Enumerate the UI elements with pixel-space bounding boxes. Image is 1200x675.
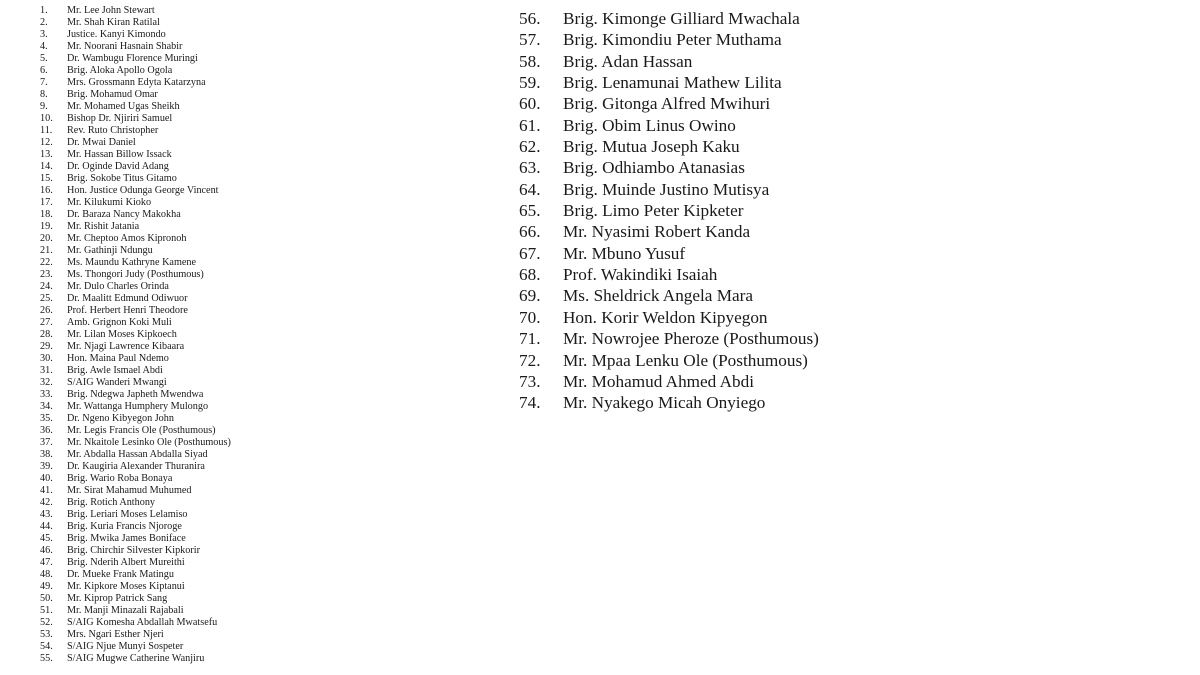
list-item (40, 77, 480, 89)
list-item (519, 72, 1179, 93)
item-name: Mr. Abdalla Hassan Abdalla Siyad (67, 449, 208, 460)
item-number: 49. (40, 581, 53, 592)
left-name-list (40, 5, 480, 665)
item-name: Mr. Nyakego Micah Onyiego (563, 393, 766, 413)
item-name: Prof. Wakindiki Isaiah (563, 265, 718, 285)
item-name: Mr. Manji Minazali Rajabali (67, 605, 184, 616)
item-number: 63. (519, 158, 541, 178)
list-item (519, 243, 1179, 264)
list-item (519, 371, 1179, 392)
item-name: Brig. Mohamud Omar (67, 89, 158, 100)
list-item (40, 401, 480, 413)
list-item (40, 437, 480, 449)
list-item (40, 365, 480, 377)
item-number: 47. (40, 557, 53, 568)
item-number: 22. (40, 257, 53, 268)
item-number: 36. (40, 425, 53, 436)
item-number: 51. (40, 605, 53, 616)
list-item (40, 29, 480, 41)
item-name: Ms. Maundu Kathryne Kamene (67, 257, 197, 268)
item-name: Dr. Mwai Daniel (67, 137, 136, 148)
item-number: 38. (40, 449, 53, 460)
item-number: 60. (519, 94, 541, 114)
list-item (40, 101, 480, 113)
item-number: 57. (519, 30, 541, 50)
item-name: Brig. Gitonga Alfred Mwihuri (563, 94, 771, 114)
item-name: Brig. Mutua Joseph Kaku (563, 137, 740, 157)
item-number: 52. (40, 617, 53, 628)
list-item (40, 593, 480, 605)
list-item (519, 328, 1179, 349)
item-number: 42. (40, 497, 53, 508)
item-name: Mr. Kipkore Moses Kiptanui (67, 581, 185, 592)
item-name: Mrs. Grossmann Edyta Katarzyna (67, 77, 206, 88)
item-name: Mr. Mohamed Ugas Sheikh (67, 101, 180, 112)
item-name: Mr. Kiprop Patrick Sang (67, 593, 168, 604)
item-number: 61. (519, 115, 541, 135)
list-item (519, 115, 1179, 136)
item-name: Mr. Rishit Jatania (67, 221, 140, 232)
item-name: Mr. Shah Kiran Ratilal (67, 17, 160, 28)
item-number: 69. (519, 286, 541, 306)
item-name: Dr. Kaugiria Alexander Thuranira (67, 461, 205, 472)
list-item (40, 353, 480, 365)
item-number: 16. (40, 185, 53, 196)
item-number: 66. (519, 222, 541, 242)
list-item (40, 161, 480, 173)
item-name: Brig. Kimonge Gilliard Mwachala (563, 9, 800, 28)
item-number: 67. (519, 243, 541, 263)
item-name: Brig. Awle Ismael Abdi (67, 365, 163, 376)
item-number: 39. (40, 461, 53, 472)
item-name: Mr. Noorani Hasnain Shabir (67, 41, 183, 52)
item-name: Justice. Kanyi Kimondo (67, 29, 166, 40)
item-name: Mr. Nowrojee Pheroze (Posthumous) (563, 329, 819, 349)
item-number: 1. (40, 5, 48, 16)
list-item (40, 17, 480, 29)
list-item (519, 307, 1179, 328)
list-item (40, 617, 480, 629)
list-item (40, 305, 480, 317)
item-number: 31. (40, 365, 53, 376)
item-name: S/AIG Mugwe Catherine Wanjiru (67, 653, 205, 664)
item-name: Brig. Nderih Albert Mureithi (67, 557, 185, 568)
list-item (519, 93, 1179, 114)
item-name: Mr. Cheptoo Amos Kipronoh (67, 233, 187, 244)
list-item (40, 605, 480, 617)
list-item (519, 350, 1179, 371)
item-number: 44. (40, 521, 53, 532)
list-item (519, 179, 1179, 200)
list-item (519, 51, 1179, 72)
item-number: 37. (40, 437, 53, 448)
item-number: 64. (519, 179, 541, 199)
item-name: Mr. Lee John Stewart (67, 5, 155, 16)
item-number: 74. (519, 393, 541, 413)
item-number: 30. (40, 353, 53, 364)
item-name: S/AIG Komesha Abdallah Mwatsefu (67, 617, 218, 628)
item-number: 45. (40, 533, 53, 544)
item-number: 20. (40, 233, 53, 244)
item-name: Mr. Dulo Charles Orinda (67, 281, 169, 292)
item-name: Dr. Ngeno Kibyegon John (67, 413, 174, 424)
item-number: 5. (40, 53, 48, 64)
list-item (40, 521, 480, 533)
list-item (40, 653, 480, 665)
item-number: 50. (40, 593, 53, 604)
item-number: 46. (40, 545, 53, 556)
item-name: Mr. Lilan Moses Kipkoech (67, 329, 177, 340)
item-name: Prof. Herbert Henri Theodore (67, 305, 188, 316)
item-number: 56. (519, 9, 541, 28)
item-name: Brig. Kuria Francis Njoroge (67, 521, 182, 532)
list-item (40, 89, 480, 101)
list-item (40, 533, 480, 545)
item-name: Brig. Kimondiu Peter Muthama (563, 30, 782, 50)
list-item (40, 245, 480, 257)
item-number: 3. (40, 29, 48, 40)
item-number: 43. (40, 509, 53, 520)
item-number: 72. (519, 350, 541, 370)
item-number: 25. (40, 293, 53, 304)
list-item (40, 233, 480, 245)
item-name: Hon. Maina Paul Ndemo (67, 353, 169, 364)
item-name: Mr. Nkaitole Lesinko Ole (Posthumous) (67, 437, 231, 448)
item-number: 21. (40, 245, 53, 256)
item-name: Brig. Sokobe Titus Gitamo (67, 173, 177, 184)
item-number: 68. (519, 265, 541, 285)
item-name: Mr. Wattanga Humphery Mulongo (67, 401, 209, 412)
list-item (40, 197, 480, 209)
item-name: Brig. Limo Peter Kipketer (563, 201, 744, 221)
item-name: Brig. Muinde Justino Mutisya (563, 179, 770, 199)
item-name: Bishop Dr. Njiriri Samuel (67, 113, 173, 124)
list-item (519, 200, 1179, 221)
item-number: 9. (40, 101, 48, 112)
item-name: Mr. Kilukumi Kioko (67, 197, 152, 208)
item-number: 62. (519, 137, 541, 157)
list-item (40, 485, 480, 497)
item-name: Brig. Rotich Anthony (67, 497, 156, 508)
list-item (40, 329, 480, 341)
item-number: 12. (40, 137, 53, 148)
item-number: 14. (40, 161, 53, 172)
item-number: 28. (40, 329, 53, 340)
list-item (519, 221, 1179, 242)
list-item (519, 264, 1179, 285)
list-item (40, 269, 480, 281)
list-item (40, 413, 480, 425)
item-name: Dr. Baraza Nancy Makokha (67, 209, 181, 220)
item-name: Dr. Mueke Frank Matingu (67, 569, 174, 580)
item-number: 8. (40, 89, 48, 100)
item-number: 34. (40, 401, 53, 412)
item-name: Hon. Justice Odunga George Vincent (67, 185, 219, 196)
item-name: Mrs. Ngari Esther Njeri (67, 629, 164, 640)
item-name: Brig. Lenamunai Mathew Lilita (563, 73, 782, 93)
item-name: S/AIG Njue Munyi Sospeter (67, 641, 184, 652)
item-number: 29. (40, 341, 53, 352)
item-name: Dr. Oginde David Adang (67, 161, 169, 172)
list-item (40, 341, 480, 353)
item-number: 11. (40, 125, 53, 136)
list-item (519, 136, 1179, 157)
item-number: 55. (40, 653, 53, 664)
item-number: 41. (40, 485, 53, 496)
item-name: Mr. Mbuno Yusuf (563, 243, 686, 263)
list-item (40, 173, 480, 185)
item-name: Mr. Njagi Lawrence Kibaara (67, 341, 185, 352)
list-item (40, 641, 480, 653)
item-name: Mr. Hassan Billow Issack (67, 149, 172, 160)
item-number: 24. (40, 281, 53, 292)
list-item (40, 125, 480, 137)
item-number: 53. (40, 629, 53, 640)
item-name: Brig. Chirchir Silvester Kipkorir (67, 545, 200, 556)
item-name: Amb. Grignon Koki Muli (67, 317, 172, 328)
list-item (40, 137, 480, 149)
list-item (40, 293, 480, 305)
item-name: Mr. Sirat Mahamud Muhumed (67, 485, 192, 496)
item-name: Mr. Mpaa Lenku Ole (Posthumous) (563, 350, 808, 370)
list-item (40, 473, 480, 485)
item-name: Brig. Obim Linus Owino (563, 115, 736, 135)
item-number: 58. (519, 51, 541, 71)
list-item (40, 149, 480, 161)
item-number: 27. (40, 317, 53, 328)
item-number: 48. (40, 569, 53, 580)
item-number: 40. (40, 473, 53, 484)
list-item (40, 509, 480, 521)
list-item (40, 461, 480, 473)
item-number: 70. (519, 307, 541, 327)
item-name: Mr. Legis Francis Ole (Posthumous) (67, 425, 216, 436)
item-name: Mr. Nyasimi Robert Kanda (563, 222, 751, 242)
item-number: 15. (40, 173, 53, 184)
list-item (40, 581, 480, 593)
list-item (519, 157, 1179, 178)
item-name: Rev. Ruto Christopher (67, 125, 159, 136)
item-number: 10. (40, 113, 53, 124)
list-item (40, 545, 480, 557)
item-name: Brig. Aloka Apollo Ogola (67, 65, 173, 76)
item-name: Mr. Gathinji Ndungu (67, 245, 153, 256)
item-number: 33. (40, 389, 53, 400)
item-number: 54. (40, 641, 53, 652)
item-name: Brig. Adan Hassan (563, 51, 693, 71)
item-name: Brig. Odhiambo Atanasias (563, 158, 745, 178)
item-name: Dr. Wambugu Florence Muringi (67, 53, 198, 64)
right-name-list (519, 8, 1179, 414)
list-item (40, 5, 480, 17)
list-item (40, 281, 480, 293)
list-item (40, 389, 480, 401)
list-item (40, 557, 480, 569)
list-item (40, 41, 480, 53)
item-name: Ms. Sheldrick Angela Mara (563, 286, 753, 306)
list-item (40, 209, 480, 221)
item-name: Dr. Maalitt Edmund Odiwuor (67, 293, 188, 304)
list-item (40, 257, 480, 269)
item-number: 73. (519, 371, 541, 391)
item-name: Brig. Mwika James Boniface (67, 533, 186, 544)
item-number: 65. (519, 201, 541, 221)
item-number: 7. (40, 77, 48, 88)
list-item (40, 629, 480, 641)
item-name: Brig. Wario Roba Bonaya (67, 473, 173, 484)
item-number: 2. (40, 17, 48, 28)
item-number: 4. (40, 41, 48, 52)
item-number: 71. (519, 329, 541, 349)
list-item (40, 221, 480, 233)
list-item (40, 377, 480, 389)
list-item (40, 425, 480, 437)
list-item (40, 113, 480, 125)
list-item (40, 317, 480, 329)
list-item (519, 285, 1179, 306)
list-item (519, 392, 1179, 413)
item-number: 23. (40, 269, 53, 280)
item-number: 59. (519, 73, 541, 93)
list-item (40, 65, 480, 77)
item-name: Brig. Leriari Moses Lelamiso (67, 509, 188, 520)
item-number: 26. (40, 305, 53, 316)
list-item (519, 8, 1179, 29)
list-item (40, 497, 480, 509)
item-name: S/AIG Wanderi Mwangi (67, 377, 167, 388)
list-item (40, 569, 480, 581)
item-name: Brig. Ndegwa Japheth Mwendwa (67, 389, 204, 400)
item-name: Ms. Thongori Judy (Posthumous) (67, 269, 204, 280)
item-name: Mr. Mohamud Ahmed Abdi (563, 371, 754, 391)
item-number: 13. (40, 149, 53, 160)
item-number: 35. (40, 413, 53, 424)
item-number: 18. (40, 209, 53, 220)
list-item (40, 449, 480, 461)
item-number: 6. (40, 65, 48, 76)
item-name: Hon. Korir Weldon Kipyegon (563, 307, 768, 327)
item-number: 19. (40, 221, 53, 232)
list-item (40, 185, 480, 197)
list-item (40, 53, 480, 65)
item-number: 17. (40, 197, 53, 208)
item-number: 32. (40, 377, 53, 388)
list-item (519, 29, 1179, 50)
